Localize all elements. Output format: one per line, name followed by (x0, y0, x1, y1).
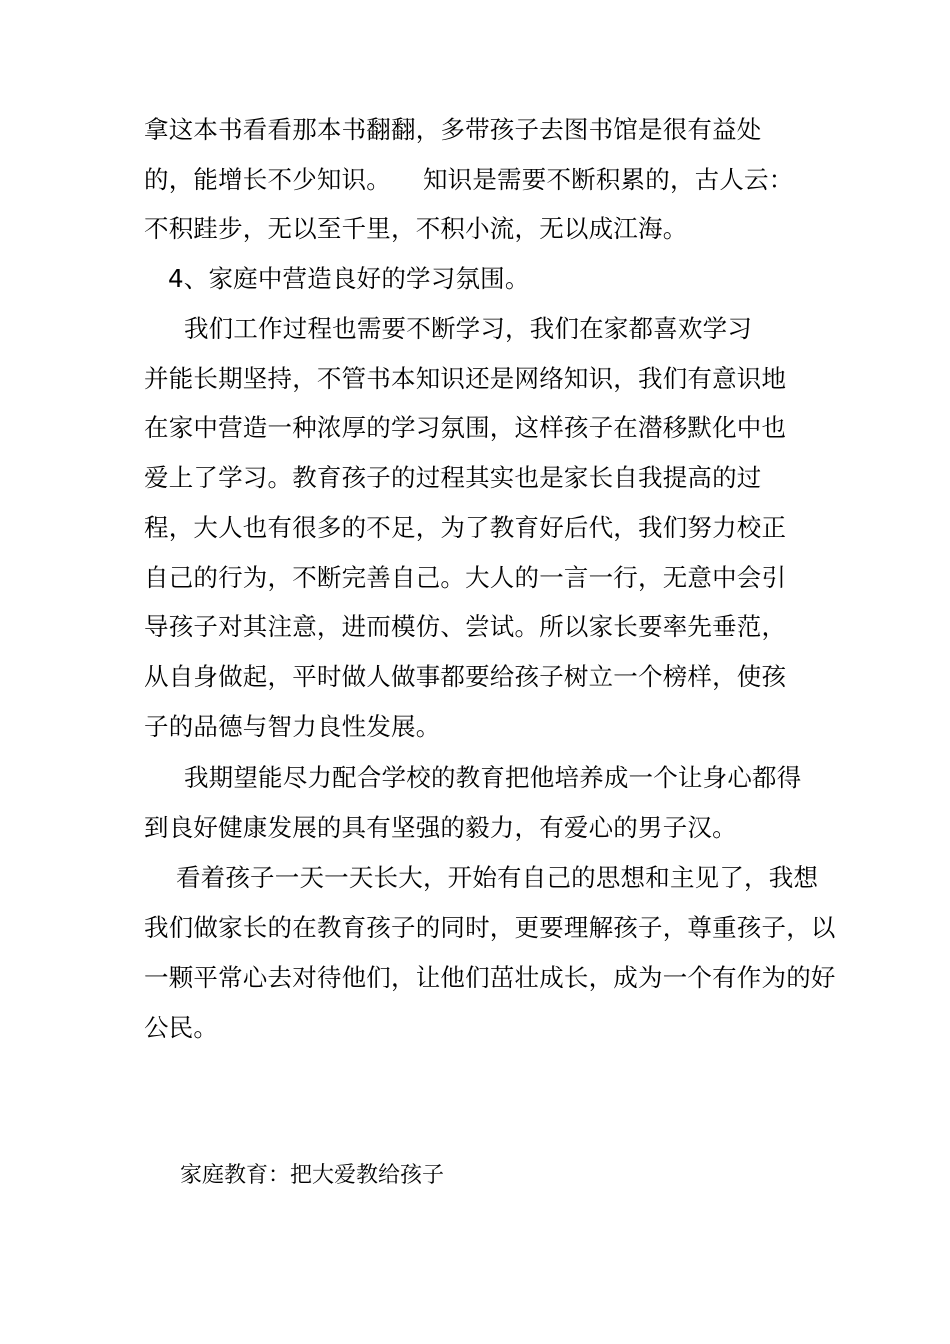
text-line: 在家中营造一种浓厚的学习氛围，这样孩子在潜移默化中也 (144, 413, 787, 442)
text-line: 子的品德与智力良性发展。 (144, 712, 441, 741)
text-line: 我期望能尽力配合学校的教育把他培养成一个让身心都得 (144, 763, 802, 792)
text-line: 的，能增长不少知识。 知识是需要不断积累的，古人云： (144, 165, 794, 194)
text-line: 从自身做起，平时做人做事都要给孩子树立一个榜样，使孩 (144, 662, 787, 691)
text-line: 并能长期坚持，不管书本知识还是网络知识，我们有意识地 (144, 364, 787, 393)
text-line: 不积跬步，无以至千里，不积小流，无以成江海。 (144, 214, 688, 243)
text-line: 导孩子对其注意，进而模仿、尝试。所以家长要率先垂范， (144, 612, 787, 641)
text-line: 拿这本书看看那本书翻翻，多带孩子去图书馆是很有益处 (144, 115, 762, 144)
text-line: 一颗平常心去对待他们，让他们茁壮成长，成为一个有作为的好 (144, 963, 836, 992)
text-line: 到良好健康发展的具有坚强的毅力，有爱心的男子汉。 (144, 813, 737, 842)
text-line: 自己的行为，不断完善自己。大人的一言一行，无意中会引 (144, 563, 787, 592)
section-heading: 4、家庭中营造良好的学习氛围。 (144, 264, 530, 293)
text-line: 公民。 (144, 1013, 219, 1042)
text-line: 程，大人也有很多的不足，为了教育好后代，我们努力校正 (144, 513, 787, 542)
next-article-title: 家庭教育：把大爱教给孩子 (180, 1163, 445, 1188)
text-line: 我们工作过程也需要不断学习，我们在家都喜欢学习 (144, 314, 753, 343)
text-line: 我们做家长的在教育孩子的同时，更要理解孩子，尊重孩子，以 (144, 913, 836, 942)
text-line: 看着孩子一天一天长大，开始有自己的思想和主见了，我想 (144, 863, 819, 892)
text-line: 爱上了学习。教育孩子的过程其实也是家长自我提高的过 (144, 463, 762, 492)
